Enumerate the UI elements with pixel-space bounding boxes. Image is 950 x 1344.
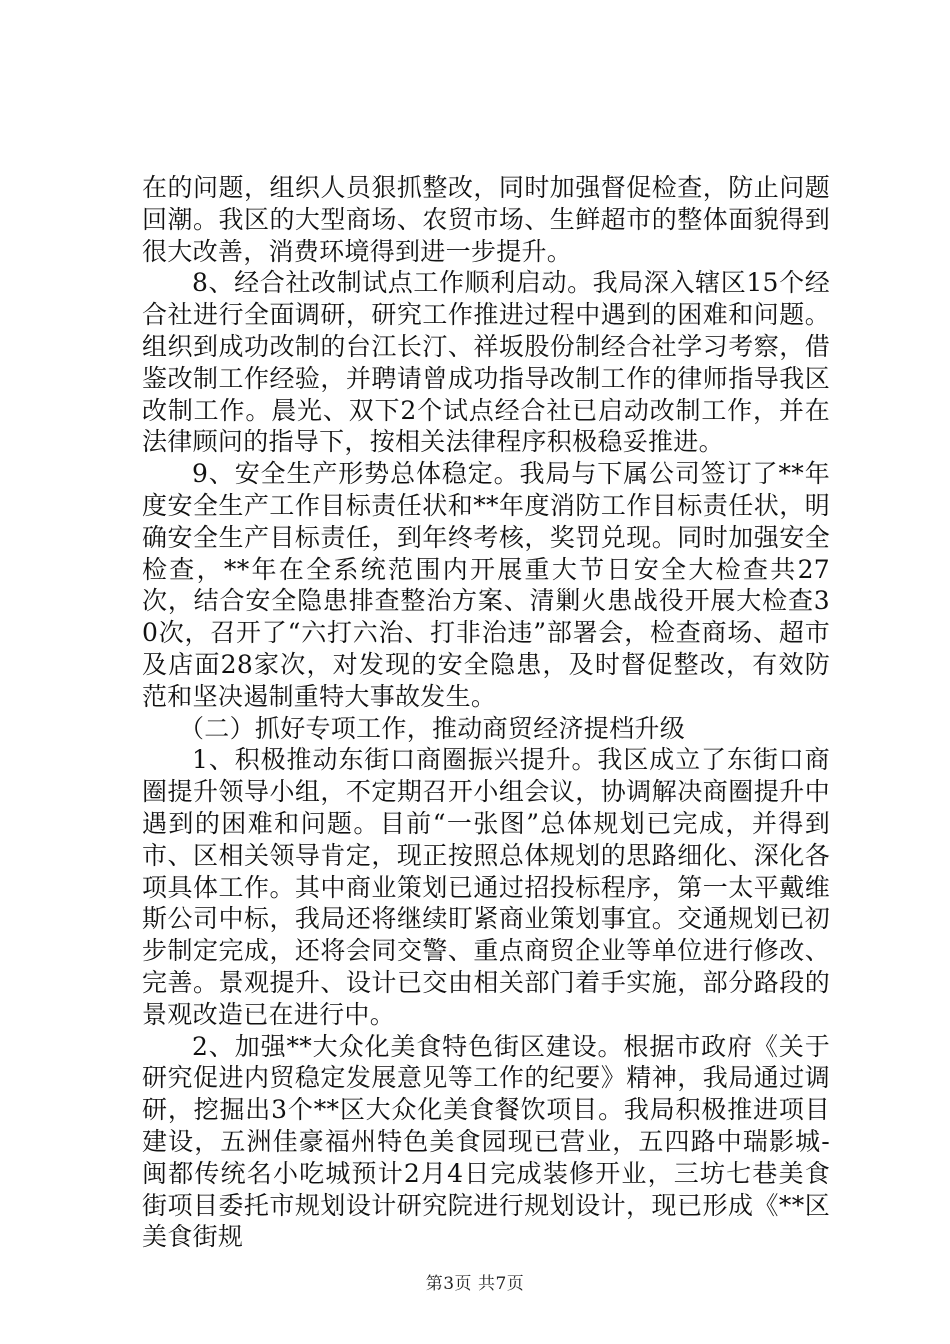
paragraph-item-2: 2、加强**大众化美食特色街区建设。根据市政府《关于研究促进内贸稳定发展意见等工作的纪要》精神，我局通过调研，挖掘出3个**区大众化美食餐饮项目。我局积极推进项目建设，五洲佳豪福州特色美食园现已营业，五四路中瑞影城-闽都传统名小吃城预计2月4日完成装修开业，三坊七巷美食街项目委托市规划设计研究院进行规划设计，现已形成《**区美食街规 — [142, 1031, 830, 1252]
section-heading: （二）抓好专项工作，推动商贸经济提档升级 — [179, 713, 686, 743]
page-footer: 第3页 共7页 — [425, 1274, 525, 1294]
paragraph-item-1: 1、积极推动东街口商圈振兴提升。我区成立了东街口商圈提升领导小组，不定期召开小组会议，协调解决商圈提升中遇到的困难和问题。目前“一张图”总体规划已完成，并得到市、区相关领导肯定，现正按照总体规划的思路细化、深化各项具体工作。其中商业策划已通过招投标程序，第一太平戴维斯公司中标，我局还将继续盯紧商业策划事宜。交通规划已初步制定完成，还将会同交警、重点商贸企业等单位进行修改、完善。景观提升、设计已交由相关部门着手实施，部分路段的景观改造已在进行中。 — [142, 745, 830, 1029]
paragraph-item-9: 9、安全生产形势总体稳定。我局与下属公司签订了**年度安全生产工作目标责任状和**年度消防工作目标责任状，明确安全生产目标责任，到年终考核，奖罚兑现。同时加强安全检查，**年在全系统范围内开展重大节日安全大检查共27次，结合安全隐患排查整治方案、清剿火患战役开展大检查30次，召开了“六打六治、打非治违”部署会，检查商场、超市及店面28家次，对发现的安全隐患，及时督促整改，有效防范和坚决遏制重特大事故发生。 — [142, 459, 830, 711]
paragraph-continuation: 在的问题，组织人员狠抓整改，同时加强督促检查，防止问题回潮。我区的大型商场、农贸市场、生鲜超市的整体面貌得到很大改善，消费环境得到进一步提升。 — [142, 173, 830, 266]
document-body — [142, 172, 830, 1253]
paragraph-item-8: 8、经合社改制试点工作顺利启动。我局深入辖区15个经合社进行全面调研，研究工作推进过程中遇到的困难和问题。组织到成功改制的台江长汀、祥坂股份制经合社学习考察，借鉴改制工作经验，并聘请曾成功指导改制工作的律师指导我区改制工作。晨光、双下2个试点经合社已启动改制工作，并在法律顾问的指导下，按相关法律程序积极稳妥推进。 — [142, 268, 830, 457]
